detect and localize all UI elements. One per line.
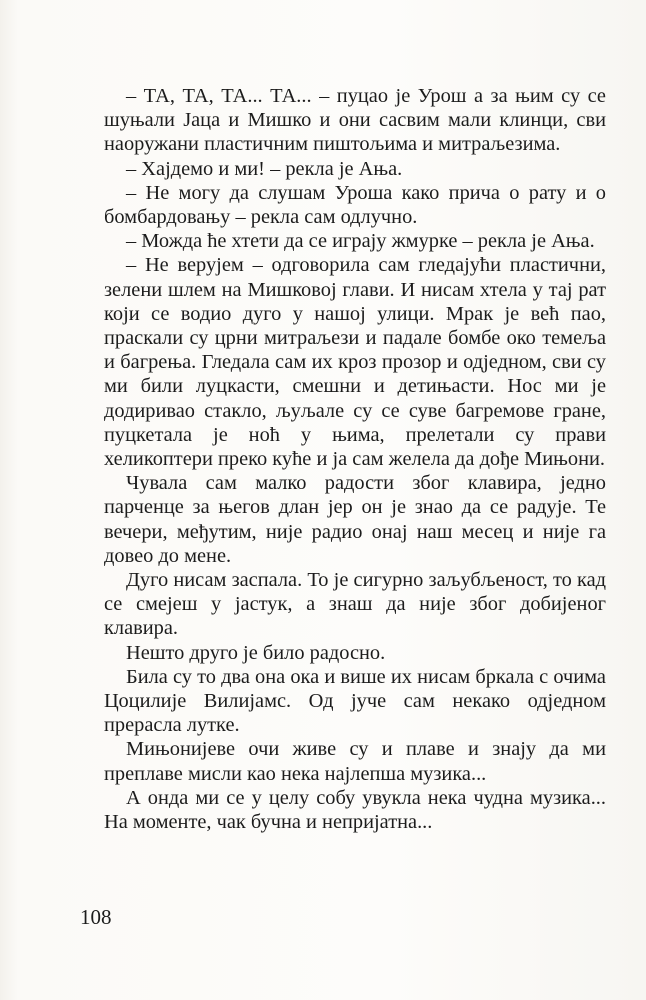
paragraph: – ТА, ТА, ТА... ТА... – пуцао је Урош а за њим су се шуњали Јаца и Мишко и они сасвим мали клинци, сви наоружани пластичним пиштољима и митраљезима. xyxy=(104,85,606,156)
paragraph: Била су то два она ока и више их нисам бркала с очима Цоцилије Вилијамс. Од јуче сам некако одједном прерасла лутке. xyxy=(104,665,606,737)
paragraph: – Можда ће хтети да се играју жмурке – рекла је Ања. xyxy=(126,230,595,253)
paragraph: – Не могу да слушам Уроша како прича о рату и о бомбардовању – рекла сам одлучно. xyxy=(104,181,606,229)
paragraph: – Хајдемо и ми! – рекла је Ања. xyxy=(126,157,403,180)
body-text xyxy=(104,84,606,834)
paragraph: А онда ми се у целу собу увукла нека чудна музика... На моменте, чак бучна и непријатна... xyxy=(104,786,606,834)
paragraph: Дуго нисам заспала. То је сигурно заљубљеност, то кад се смејеш у јастук, а знаш да није због добијеног клавира. xyxy=(104,569,606,640)
page-number: 108 xyxy=(80,905,112,929)
paragraph: Чувала сам малко радости због клавира, једно парченце за његов длан јер он је знао да се радује. Те вечери, међутим, није радио онај наш месец и није га довео до мене. xyxy=(104,472,606,567)
paragraph: Нешто друго је било радосно. xyxy=(126,641,386,664)
paragraph: – Не верујем – одговорила сам гледајући пластични, зелени шлем на Мишковој глави. И нисам хтела у тај рат који се водио дуго у нашој улици. Мрак је већ пао, праскали су црни митраљези и падале бомбе око темеља и багрења. Гледала сам их кроз прозор и одједном, сви су ми били луцкасти, смешни и детињасти. Нос ми је додиривао стакло, љуљале су се суве багремове гране, пуцкетала је ноћ у њима, прелетали су прави хеликоптери преко куће и ја сам желела да дође Мињони. xyxy=(104,254,606,471)
paragraph: Мињонијеве очи живе су и плаве и знају да ми преплаве мисли као нека најлепша музика... xyxy=(104,738,606,785)
